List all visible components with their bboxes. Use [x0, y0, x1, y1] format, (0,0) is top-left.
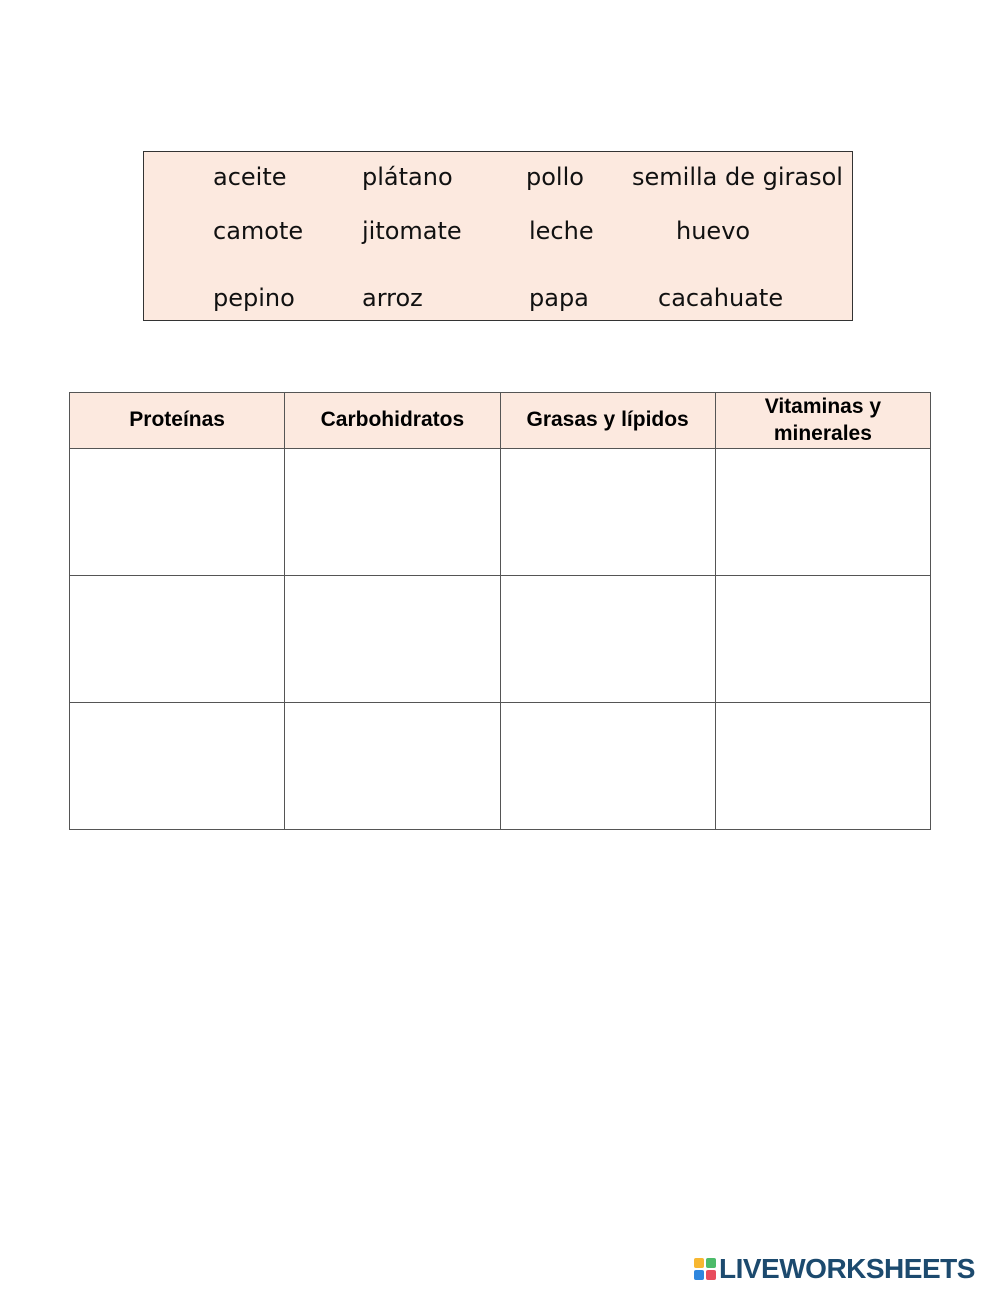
logo-square-4: [706, 1270, 716, 1280]
drop-cell-vitaminas[interactable]: [715, 449, 930, 576]
header-vitaminas-text: Vitaminas y minerales: [764, 395, 882, 445]
table-header-row: [70, 393, 931, 449]
drop-cell-vitaminas[interactable]: [715, 576, 930, 703]
word-papa[interactable]: papa: [529, 284, 589, 312]
liveworksheets-logo: [694, 1254, 975, 1284]
logo-grid-icon: [694, 1258, 716, 1280]
word-pollo[interactable]: pollo: [526, 163, 584, 191]
header-grasas-y-lipidos: Grasas y lípidos: [500, 393, 715, 449]
table-row: [70, 449, 931, 576]
logo-text: LIVEWORKSHEETS: [719, 1253, 975, 1284]
header-carbohidratos: Carbohidratos: [285, 393, 500, 449]
logo-square-2: [706, 1258, 716, 1268]
word-cacahuate[interactable]: cacahuate: [658, 284, 784, 312]
drop-cell-proteinas[interactable]: [70, 449, 285, 576]
word-jitomate[interactable]: jitomate: [362, 217, 462, 245]
logo-square-1: [694, 1258, 704, 1268]
word-pepino[interactable]: pepino: [213, 284, 295, 312]
classification-table: [69, 392, 931, 830]
drop-cell-vitaminas[interactable]: [715, 703, 930, 830]
drop-cell-carbohidratos[interactable]: [285, 449, 500, 576]
table-row: [70, 703, 931, 830]
word-leche[interactable]: leche: [529, 217, 594, 245]
drop-cell-carbohidratos[interactable]: [285, 703, 500, 830]
drop-cell-carbohidratos[interactable]: [285, 576, 500, 703]
header-proteinas: Proteínas: [70, 393, 285, 449]
logo-square-3: [694, 1270, 704, 1280]
word-semilla-de-girasol[interactable]: semilla de girasol: [632, 163, 843, 191]
word-platano[interactable]: plátano: [362, 163, 453, 191]
word-arroz[interactable]: arroz: [362, 284, 423, 312]
word-aceite[interactable]: aceite: [213, 163, 287, 191]
header-vitaminas-y-minerales: [715, 393, 930, 449]
word-camote[interactable]: camote: [213, 217, 304, 245]
word-huevo[interactable]: huevo: [676, 217, 751, 245]
drop-cell-proteinas[interactable]: [70, 703, 285, 830]
word-bank: [143, 151, 853, 321]
drop-cell-grasas[interactable]: [500, 449, 715, 576]
table-row: [70, 576, 931, 703]
drop-cell-grasas[interactable]: [500, 703, 715, 830]
drop-cell-proteinas[interactable]: [70, 576, 285, 703]
drop-cell-grasas[interactable]: [500, 576, 715, 703]
